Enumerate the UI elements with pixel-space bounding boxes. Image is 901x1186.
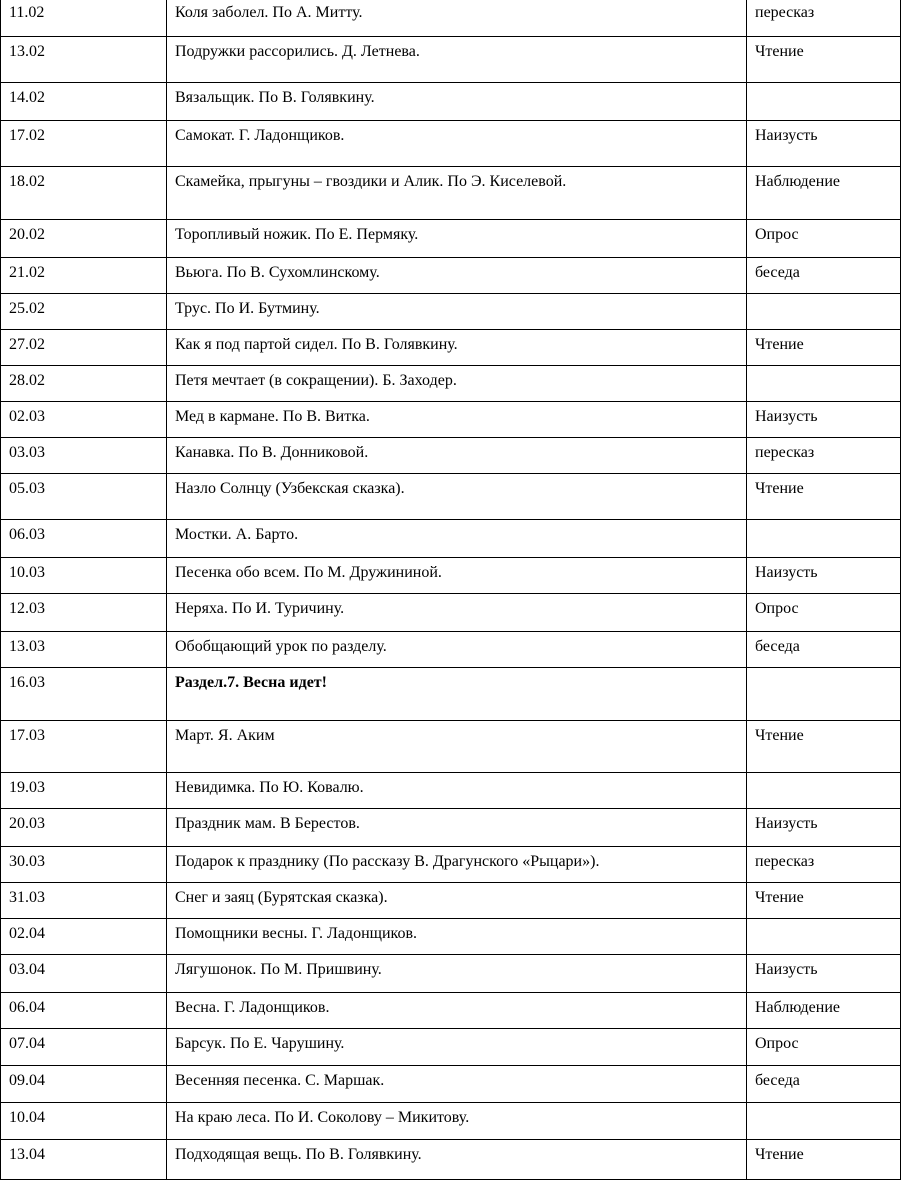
table-row	[1, 402, 901, 438]
topic-cell: Скамейка, прыгуны – гвоздики и Алик. По Э. Киселевой.	[167, 167, 747, 220]
topic-cell: Вьюга. По В. Сухомлинскому.	[167, 258, 747, 294]
date-cell: 06.04	[1, 993, 167, 1029]
date-cell: 10.04	[1, 1103, 167, 1140]
activity-form-cell	[747, 919, 901, 955]
topic-cell: Торопливый ножик. По Е. Пермяку.	[167, 220, 747, 258]
date-cell: 30.03	[1, 847, 167, 883]
table-row	[1, 258, 901, 294]
activity-form-cell: беседа	[747, 1066, 901, 1103]
date-cell: 13.02	[1, 37, 167, 83]
activity-form-cell: Чтение	[747, 474, 901, 520]
activity-form-cell: Опрос	[747, 594, 901, 632]
table-row	[1, 167, 901, 220]
table-row	[1, 438, 901, 474]
date-cell: 11.02	[1, 0, 167, 37]
activity-form-cell: Чтение	[747, 721, 901, 773]
date-cell: 14.02	[1, 83, 167, 121]
activity-form-cell: Опрос	[747, 220, 901, 258]
activity-form-cell: Наизусть	[747, 402, 901, 438]
activity-form-cell	[747, 83, 901, 121]
table-row	[1, 847, 901, 883]
topic-cell: Мостки. А. Барто.	[167, 520, 747, 558]
topic-cell: Барсук. По Е. Чарушину.	[167, 1029, 747, 1066]
topic-cell: Мед в кармане. По В. Витка.	[167, 402, 747, 438]
topic-cell: Лягушонок. По М. Пришвину.	[167, 955, 747, 993]
date-cell: 06.03	[1, 520, 167, 558]
activity-form-cell: Опрос	[747, 1029, 901, 1066]
activity-form-cell: беседа	[747, 258, 901, 294]
table-row	[1, 558, 901, 594]
date-cell: 02.03	[1, 402, 167, 438]
topic-cell: Подходящая вещь. По В. Голявкину.	[167, 1140, 747, 1180]
activity-form-cell: пересказ	[747, 438, 901, 474]
activity-form-cell: Чтение	[747, 883, 901, 919]
date-cell: 31.03	[1, 883, 167, 919]
topic-cell: Подарок к празднику (По рассказу В. Драгунского «Рыцари»).	[167, 847, 747, 883]
date-cell: 25.02	[1, 294, 167, 330]
topic-cell: Канавка. По В. Донниковой.	[167, 438, 747, 474]
date-cell: 13.04	[1, 1140, 167, 1180]
activity-form-cell: Наблюдение	[747, 993, 901, 1029]
topic-cell: Подружки рассорились. Д. Летнева.	[167, 37, 747, 83]
table-row	[1, 1103, 901, 1140]
schedule-body	[1, 0, 901, 1180]
activity-form-cell: Чтение	[747, 1140, 901, 1180]
table-row	[1, 37, 901, 83]
table-row	[1, 773, 901, 809]
topic-cell: Песенка обо всем. По М. Дружининой.	[167, 558, 747, 594]
table-row	[1, 220, 901, 258]
table-row	[1, 1029, 901, 1066]
table-row	[1, 668, 901, 721]
activity-form-cell	[747, 294, 901, 330]
topic-cell: На краю леса. По И. Соколову – Микитову.	[167, 1103, 747, 1140]
table-row	[1, 520, 901, 558]
topic-cell: Весна. Г. Ладонщиков.	[167, 993, 747, 1029]
table-row	[1, 955, 901, 993]
table-row	[1, 632, 901, 668]
date-cell: 20.03	[1, 809, 167, 847]
table-row	[1, 919, 901, 955]
table-row	[1, 121, 901, 167]
date-cell: 05.03	[1, 474, 167, 520]
date-cell: 19.03	[1, 773, 167, 809]
table-row	[1, 474, 901, 520]
table-row	[1, 1140, 901, 1180]
table-row	[1, 294, 901, 330]
topic-cell: Коля заболел. По А. Митту.	[167, 0, 747, 37]
date-cell: 02.04	[1, 919, 167, 955]
table-row	[1, 809, 901, 847]
date-cell: 20.02	[1, 220, 167, 258]
date-cell: 13.03	[1, 632, 167, 668]
date-cell: 21.02	[1, 258, 167, 294]
date-cell: 09.04	[1, 1066, 167, 1103]
activity-form-cell	[747, 668, 901, 721]
table-row	[1, 330, 901, 366]
topic-cell: Вязальщик. По В. Голявкину.	[167, 83, 747, 121]
date-cell: 18.02	[1, 167, 167, 220]
table-row	[1, 1066, 901, 1103]
table-row	[1, 366, 901, 402]
date-cell: 12.03	[1, 594, 167, 632]
activity-form-cell: пересказ	[747, 0, 901, 37]
topic-cell: Праздник мам. В Берестов.	[167, 809, 747, 847]
date-cell: 28.02	[1, 366, 167, 402]
topic-cell: Петя мечтает (в сокращении). Б. Заходер.	[167, 366, 747, 402]
date-cell: 07.04	[1, 1029, 167, 1066]
topic-cell: Помощники весны. Г. Ладонщиков.	[167, 919, 747, 955]
activity-form-cell: Наизусть	[747, 809, 901, 847]
date-cell: 03.03	[1, 438, 167, 474]
activity-form-cell	[747, 1103, 901, 1140]
table-row	[1, 993, 901, 1029]
topic-cell: Невидимка. По Ю. Ковалю.	[167, 773, 747, 809]
activity-form-cell: пересказ	[747, 847, 901, 883]
table-row	[1, 594, 901, 632]
table-row	[1, 0, 901, 37]
date-cell: 17.02	[1, 121, 167, 167]
activity-form-cell: Наизусть	[747, 558, 901, 594]
date-cell: 17.03	[1, 721, 167, 773]
activity-form-cell	[747, 773, 901, 809]
topic-cell: Назло Солнцу (Узбекская сказка).	[167, 474, 747, 520]
table-row	[1, 83, 901, 121]
topic-cell: Раздел.7. Весна идет!	[167, 668, 747, 721]
activity-form-cell: Наизусть	[747, 121, 901, 167]
topic-cell: Как я под партой сидел. По В. Голявкину.	[167, 330, 747, 366]
topic-cell: Самокат. Г. Ладонщиков.	[167, 121, 747, 167]
activity-form-cell: Наизусть	[747, 955, 901, 993]
activity-form-cell: беседа	[747, 632, 901, 668]
topic-cell: Трус. По И. Бутмину.	[167, 294, 747, 330]
table-row	[1, 721, 901, 773]
date-cell: 27.02	[1, 330, 167, 366]
table-row	[1, 883, 901, 919]
date-cell: 10.03	[1, 558, 167, 594]
activity-form-cell: Наблюдение	[747, 167, 901, 220]
activity-form-cell	[747, 366, 901, 402]
topic-cell: Обобщающий урок по разделу.	[167, 632, 747, 668]
activity-form-cell	[747, 520, 901, 558]
topic-cell: Неряха. По И. Туричину.	[167, 594, 747, 632]
date-cell: 16.03	[1, 668, 167, 721]
activity-form-cell: Чтение	[747, 37, 901, 83]
topic-cell: Снег и заяц (Бурятская сказка).	[167, 883, 747, 919]
topic-cell: Весенняя песенка. С. Маршак.	[167, 1066, 747, 1103]
date-cell: 03.04	[1, 955, 167, 993]
activity-form-cell: Чтение	[747, 330, 901, 366]
topic-cell: Март. Я. Аким	[167, 721, 747, 773]
